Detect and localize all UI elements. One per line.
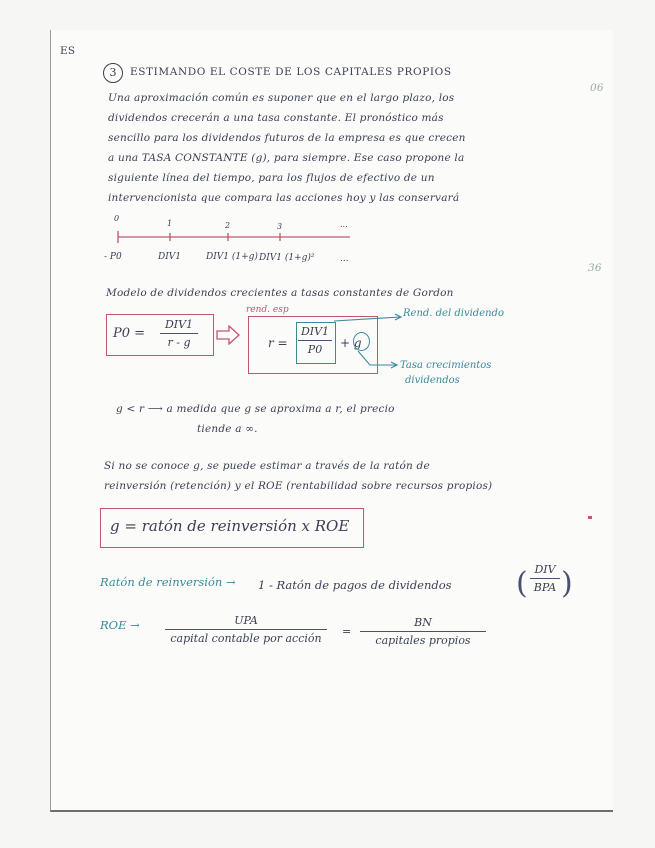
annotation-growth-rate-2: dividendos	[405, 375, 460, 386]
reinvest-line-1: Si no se conoce g, se puede estimar a través de la ratón de	[104, 460, 430, 472]
right-paren: )	[561, 566, 573, 601]
payout-denominator: BPA	[533, 581, 557, 594]
fraction-bar	[165, 629, 327, 630]
intro-line-2: dividendos crecerán a una tasa constante. El pronóstico más	[108, 112, 444, 124]
section-title: ESTIMANDO EL COSTE DE LOS CAPITALES PROPIOS	[130, 66, 452, 78]
section-number: 3	[109, 66, 117, 79]
timeline-label-div3: DIV1 (1+g)²	[259, 253, 315, 263]
timeline-label-dots: ...	[340, 254, 349, 264]
roe-denominator-1: capital contable por acción	[170, 632, 322, 645]
growth-formula: g = ratón de reinversión x ROE	[110, 517, 350, 535]
implies-arrow-icon	[215, 325, 241, 345]
margin-mark-left: ES	[60, 45, 76, 57]
roe-numerator-1: UPA	[234, 614, 258, 627]
roe-fraction-2	[360, 616, 486, 647]
roe-denominator-2: capitales propios	[375, 634, 471, 647]
timeline-label-div1: DIV1	[158, 252, 181, 262]
left-paren: (	[516, 566, 528, 601]
roe-numerator-2: BN	[414, 616, 432, 629]
payout-ratio-text: 1 - Ratón de pagos de dividendos	[258, 578, 452, 592]
intro-line-1: Una aproximación común es suponer que en el largo plazo, los	[108, 92, 455, 104]
gordon-model-title: Modelo de dividendos crecientes a tasas constantes de Gordon	[106, 287, 454, 299]
timeline-tick-label-1: 1	[167, 219, 173, 228]
timeline-label-div2: DIV1 (1+g)	[206, 252, 258, 262]
annotation-dividend-yield: Rend. del dividendo	[403, 308, 504, 319]
price-formula-fraction	[160, 318, 198, 349]
timeline-tick-label-0: 0	[114, 214, 120, 223]
condition-line-1: g < r ⟶ a medida que g se aproxima a r, el precio	[116, 403, 395, 415]
fraction-bar	[530, 578, 560, 579]
intro-line-5: siguiente línea del tiempo, para los flujos de efectivo de un	[108, 172, 435, 184]
fraction-bar	[360, 631, 486, 632]
return-formula-denominator: P0	[307, 343, 323, 356]
price-formula-numerator: DIV1	[164, 318, 194, 331]
price-formula-lhs: P0 =	[113, 326, 146, 341]
margin-mark-right-1: 06	[590, 82, 604, 94]
intro-line-6: intervencionista que compara las acciones hoy y las conservará	[108, 192, 460, 204]
fraction-bar	[298, 340, 332, 341]
fraction-bar	[160, 333, 198, 334]
timeline-tick-label-4: ...	[340, 220, 348, 229]
return-formula-lhs: r =	[268, 336, 288, 350]
intro-line-3: sencillo para los dividendos futuros de la empresa es que crecen	[108, 132, 466, 144]
payout-fraction	[530, 563, 560, 594]
roe-label: ROE →	[100, 618, 140, 632]
timeline-tick-label-2: 2	[225, 221, 231, 230]
price-formula-denominator: r - g	[167, 336, 191, 349]
roe-equals: =	[342, 625, 352, 638]
reinvestment-ratio-label: Ratón de reinversión →	[100, 575, 236, 589]
section-number-circle	[103, 63, 123, 83]
annotation-growth-rate-1: Tasa crecimientos	[400, 360, 492, 371]
notebook-page	[50, 30, 613, 812]
reinvest-line-2: reinversión (retención) y el ROE (rentabilidad sobre recursos propios)	[104, 480, 493, 492]
return-formula-numerator: DIV1	[300, 325, 330, 338]
condition-line-2: tiende a ∞.	[197, 423, 258, 435]
timeline-label-p0: - P0	[104, 252, 122, 262]
annotation-rend-esp: rend. esp	[246, 305, 289, 315]
return-formula-fraction	[298, 325, 332, 356]
intro-line-4: a una TASA CONSTANTE (g), para siempre. Ese caso propone la	[108, 152, 465, 164]
timeline-tick-label-3: 3	[277, 222, 283, 231]
margin-mark-right-2: 36	[588, 262, 602, 274]
margin-ink-dot	[588, 516, 592, 519]
roe-fraction-1	[165, 614, 327, 645]
return-formula-growth: + g	[340, 336, 362, 350]
payout-numerator: DIV	[534, 563, 556, 576]
